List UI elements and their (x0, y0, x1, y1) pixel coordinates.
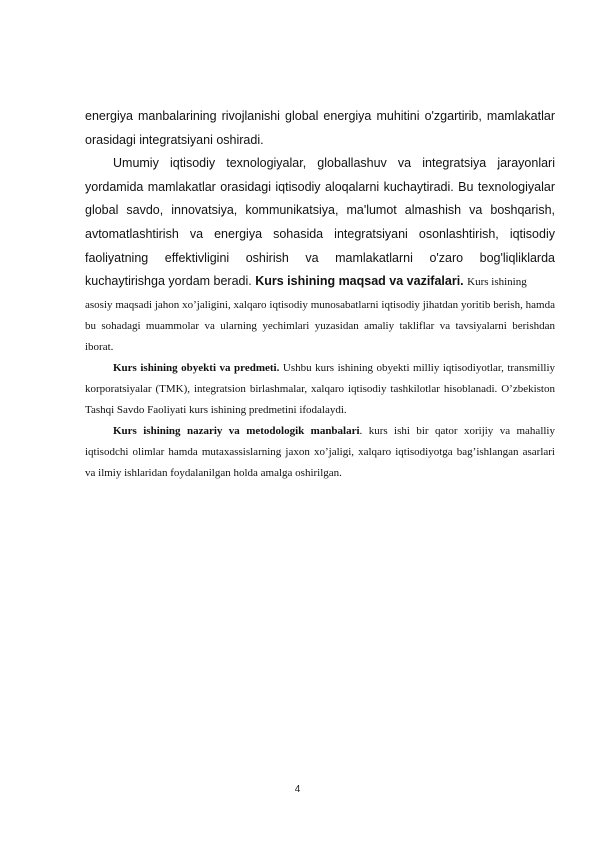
sources-text: . kurs ishi bir qator xorijiy va mahalliy iqtisodchi olimlar hamda mutaxassislarning jaxon xo’jaligi, xalqaro iqtisodiyotga bag’ishlangan asarlari va ilmiy ishlaridan foydalanilgan holda amalga oshirilgan. (85, 424, 555, 479)
paragraph-technologies (85, 152, 555, 295)
paragraph-object (85, 358, 555, 421)
page-number: 4 (294, 784, 301, 795)
paragraph-energy: energiya manbalarining rivojlanishi global energiya muhitini o'zgartirib, mamlakatlar orasidagi integratsiyani oshiradi. (85, 109, 555, 147)
paragraph-sources (85, 421, 555, 484)
paragraph-technologies-text: Umumiy iqtisodiy texnologiyalar, globallashuv va integratsiya jarayonlari yordamida mamlakatlar orasidagi iqtisodiy aloqalarni kuchaytiradi. Bu texnologiyalar global savdo, innovatsiya, kommunikatsiya, ma'lumot almashish va boshqarish, avtomatlashtirish va energiya sohasida integratsiyani osonlashtirish, iqtisodiy faoliyatning effektivligini oshirish va mamlakatlarni o'zaro bog'liqliklarda kuchaytirishga yordam beradi. (85, 156, 555, 289)
document-body (85, 105, 555, 484)
paragraph-goals (85, 295, 555, 358)
heading-sources: Kurs ishining nazariy va metodologik manbalari (113, 424, 360, 437)
heading-goals: Kurs ishining maqsad va vazifalari. (255, 274, 464, 289)
goals-text: asosiy maqsadi jahon xo’jaligini, xalqaro iqtisodiy munosabatlarni iqtisodiy jihatdan yoritib berish, hamda bu sohadagi muammolar va ularning yechimlari yuzasidan amaliy takliflar va tavsiyalarni berishdan iborat. (85, 298, 555, 353)
object-text: Ushbu kurs ishining obyekti milliy iqtisodiyotlar, transmilliy korporatsiyalar (TMK), integratsion birlashmalar, xalqaro iqtisodiy tashkilotlar hisoblanadi. O’zbekiston Tashqi Savdo Faoliyati kurs ishining predmetini ifodalaydi. (85, 361, 555, 416)
goals-text-start: Kurs ishining (467, 276, 527, 289)
heading-object: Kurs ishining obyekti va predmeti. (113, 361, 280, 374)
